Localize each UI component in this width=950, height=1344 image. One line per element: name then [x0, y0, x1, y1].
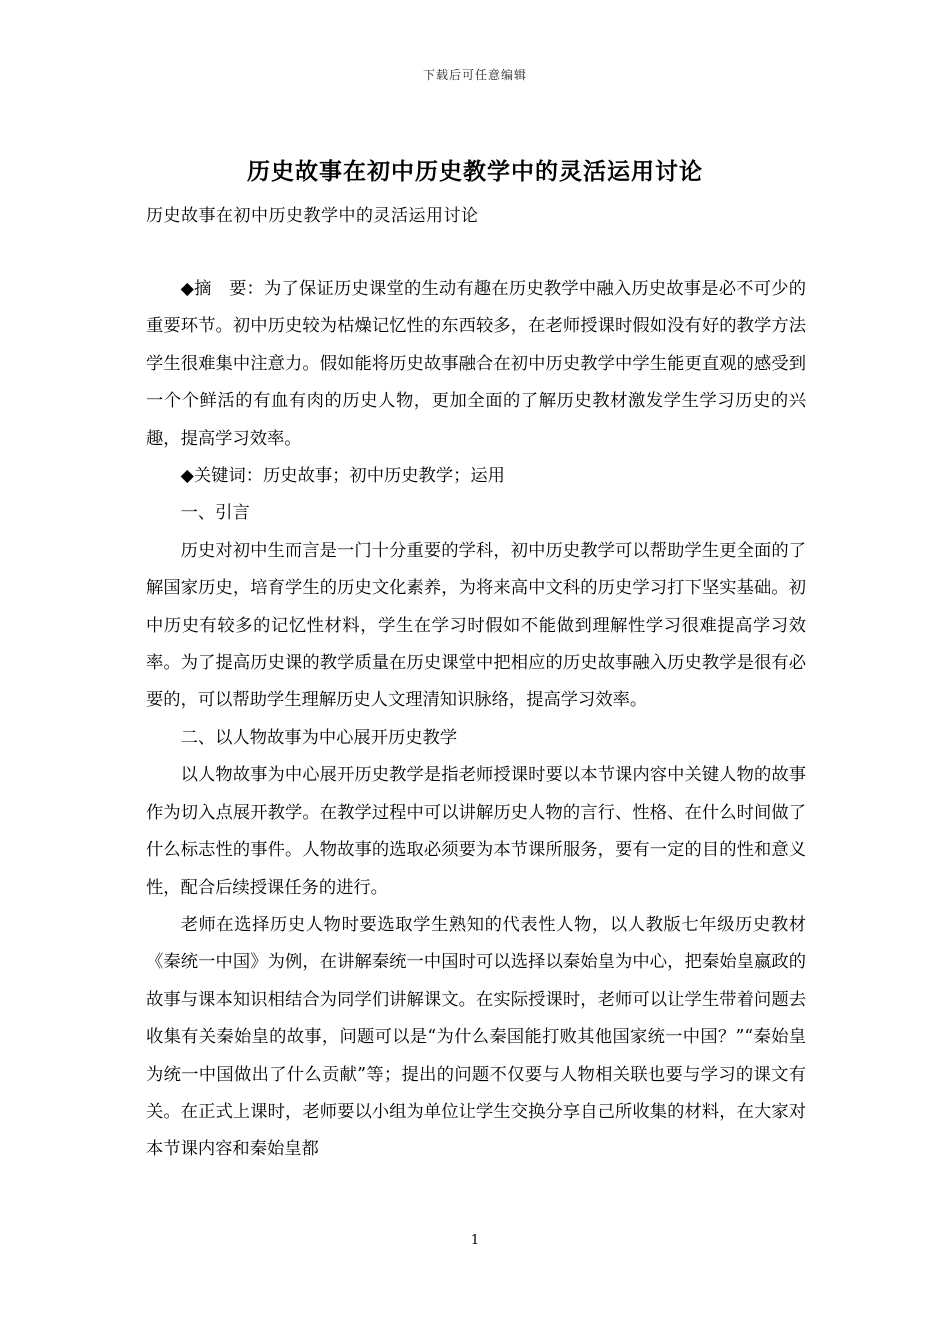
document-subtitle: 历史故事在初中历史教学中的灵活运用讨论: [146, 206, 479, 226]
section-heading-introduction: 一、引言: [180, 503, 250, 524]
header-note: 下载后可任意编辑: [422, 68, 527, 82]
body-paragraph: 老师在选择历史人物时要选取学生熟知的代表性人物，以人教版七年级历史教材《秦统一中国》为例，在讲解秦统一中国时可以选择以秦始皇为中心，把秦始皇嬴政的故事与课本知识相结合为同学们讲解课文。在实际授课时，老师可以让学生带着问题去收集有关秦始皇的故事，问题可以是“为什么秦国能打败其他国家统一中国？”“秦始皇为统一中国做出了什么贡献”等；提出的问题不仅要与人物相关联也要与学习的课文有关。在正式上课时，老师要以小组为单位让学生交换分享自己所收集的材料，在大家对本节课内容和秦始皇都: [146, 914, 806, 1160]
body-paragraph: 历史对初中生而言是一门十分重要的学科，初中历史教学可以帮助学生更全面的了解国家历史，培育学生的历史文化素养，为将来高中文科的历史学习打下坚实基础。初中历史有较多的记忆性材料，学生在学习时假如不能做到理解性学习很难提高学习效率。为了提高历史课的教学质量在历史课堂中把相应的历史故事融入历史教学是很有必要的，可以帮助学生理解历史人文理清知识脉络，提高学习效率。: [146, 540, 806, 711]
page-number: 1: [470, 1233, 480, 1248]
abstract-paragraph: ◆摘 要：为了保证历史课堂的生动有趣在历史教学中融入历史故事是必不可少的重要环节。初中历史较为枯燥记忆性的东西较多，在老师授课时假如没有好的教学方法学生很难集中注意力。假如能将历史故事融合在初中历史教学中学生能更直观的感受到一个个鲜活的有血有肉的历史人物，更加全面的了解历史教材激发学生学习历史的兴趣，提高学习效率。: [146, 279, 806, 449]
document-body: [146, 271, 806, 1169]
keywords-paragraph: ◆关键词：历史故事；初中历史教学；运用: [180, 466, 505, 487]
section-heading-character-stories: 二、以人物故事为中心展开历史教学: [180, 727, 458, 748]
body-paragraph: 以人物故事为中心展开历史教学是指老师授课时要以本节课内容中关键人物的故事作为切入点展开教学。在教学过程中可以讲解历史人物的言行、性格、在什么时间做了什么标志性的事件。人物故事的选取必须要为本节课所服务，要有一定的目的性和意义性，配合后续授课任务的进行。: [146, 765, 806, 898]
document-title: 历史故事在初中历史教学中的灵活运用讨论: [247, 158, 703, 185]
